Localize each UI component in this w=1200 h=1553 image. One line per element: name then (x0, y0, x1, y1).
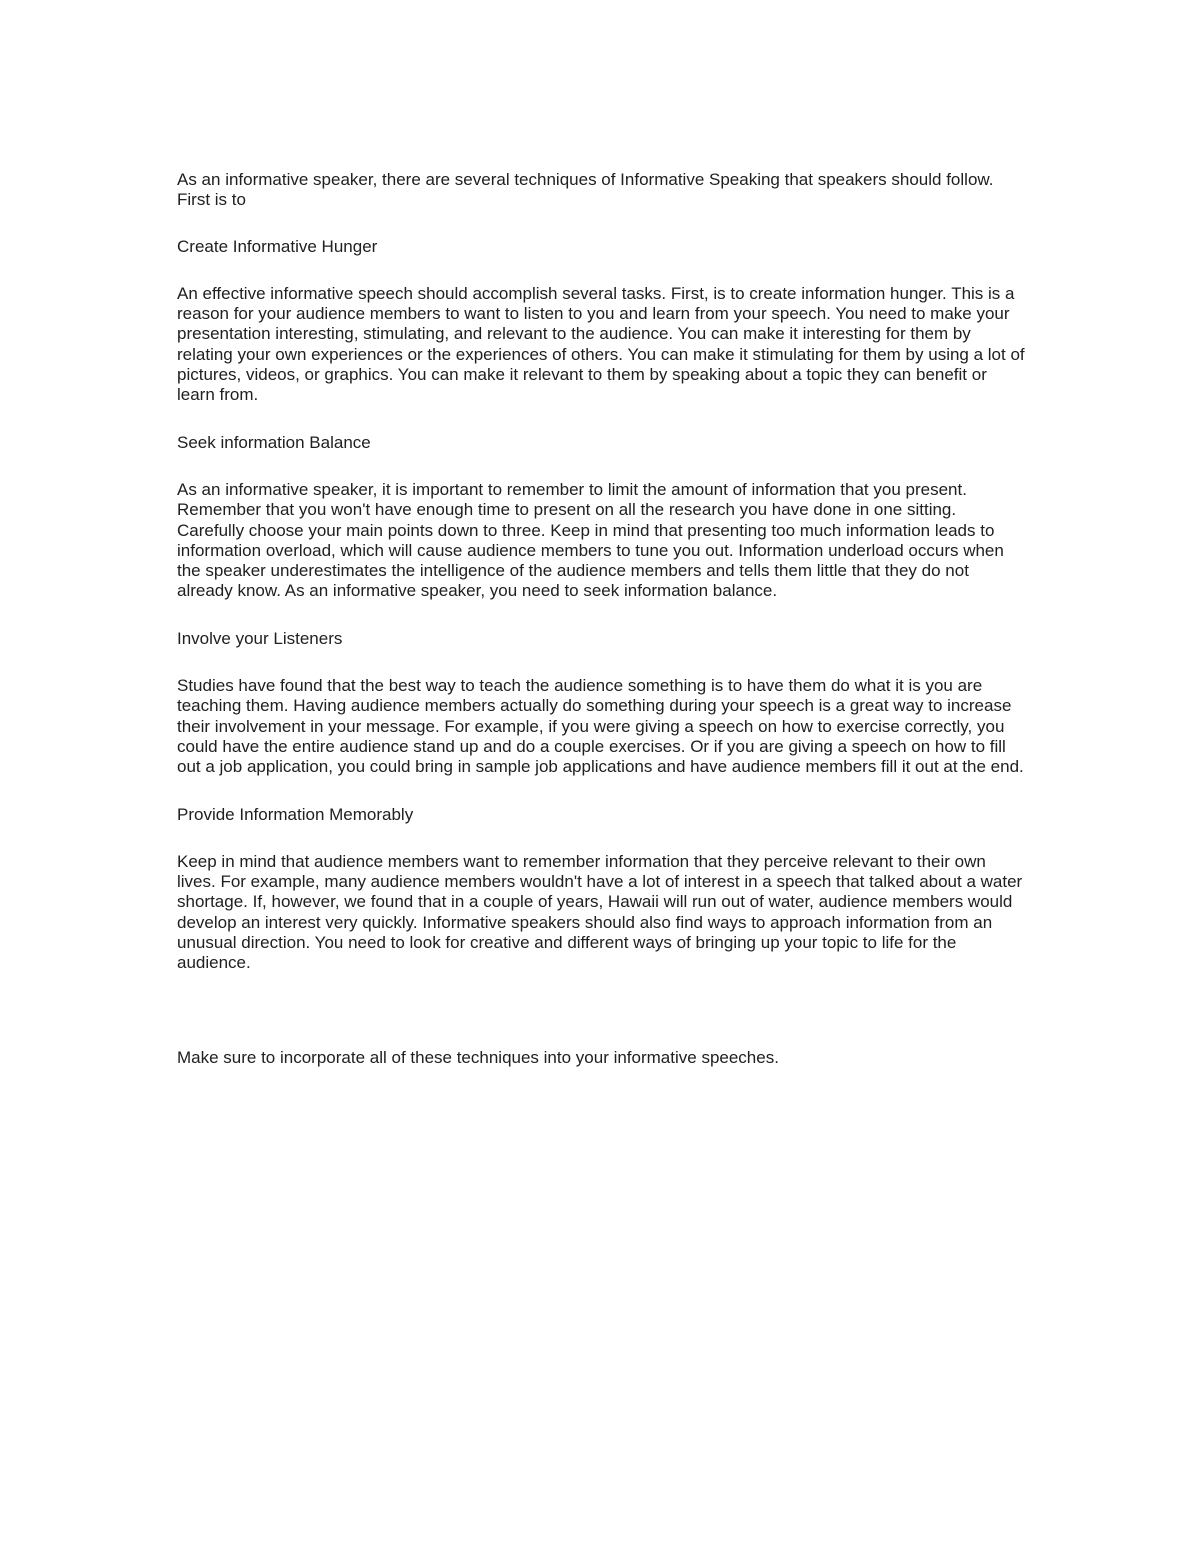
section-heading-provide-information-memorably: Provide Information Memorably (177, 804, 414, 824)
section-body-provide-information-memorably: Keep in mind that audience members want to remember information that they perceive relevant to their own lives. For example, many audience members wouldn't have a lot of interest in a speech that talked about a water shortage. If, however, we found that in a couple of years, Hawaii will run out of water, audience members would develop an interest very quickly. Informative speakers should also find ways to approach information from an unusual direction. You need to look for creative and different ways of bringing up your topic to life for the audience. (177, 851, 1023, 973)
section-body-create-informative-hunger: An effective informative speech should accomplish several tasks. First, is to create information hunger. This is a reason for your audience members to want to listen to you and learn from your speech. You need to make your presentation interesting, stimulating, and relevant to the audience. You can make it interesting for them by relating your own experiences or the experiences of others. You can make it stimulating for them by using a lot of pictures, videos, or graphics. You can make it relevant to them by speaking about a topic they can benefit or learn from. (177, 283, 1025, 405)
section-heading-create-informative-hunger: Create Informative Hunger (177, 236, 378, 256)
section-heading-involve-your-listeners: Involve your Listeners (177, 628, 343, 648)
closing-paragraph: Make sure to incorporate all of these techniques into your informative speeches. (177, 1047, 779, 1067)
section-body-seek-information-balance: As an informative speaker, it is important to remember to limit the amount of information that you present. Remember that you won't have enough time to present on all the research you have done in one sitting. Carefully choose your main points down to three. Keep in mind that presenting too much information leads to information overload, which will cause audience members to tune you out. Information underload occurs when the speaker underestimates the intelligence of the audience members and tells them little that they do not already know. As an informative speaker, you need to seek information balance. (177, 479, 1004, 601)
section-body-involve-your-listeners: Studies have found that the best way to teach the audience something is to have them do what it is you are teaching them. Having audience members actually do something during your speech is a great way to increase their involvement in your message. For example, if you were giving a speech on how to exercise correctly, you could have the entire audience stand up and do a couple exercises. Or if you are giving a speech on how to fill out a job application, you could bring in sample job applications and have audience members fill it out at the end. (177, 676, 1024, 777)
document-body (177, 170, 1027, 1068)
intro-paragraph: As an informative speaker, there are several techniques of Informative Speaking that speakers should follow. First is to (177, 170, 994, 210)
section-heading-seek-information-balance: Seek information Balance (177, 432, 371, 452)
